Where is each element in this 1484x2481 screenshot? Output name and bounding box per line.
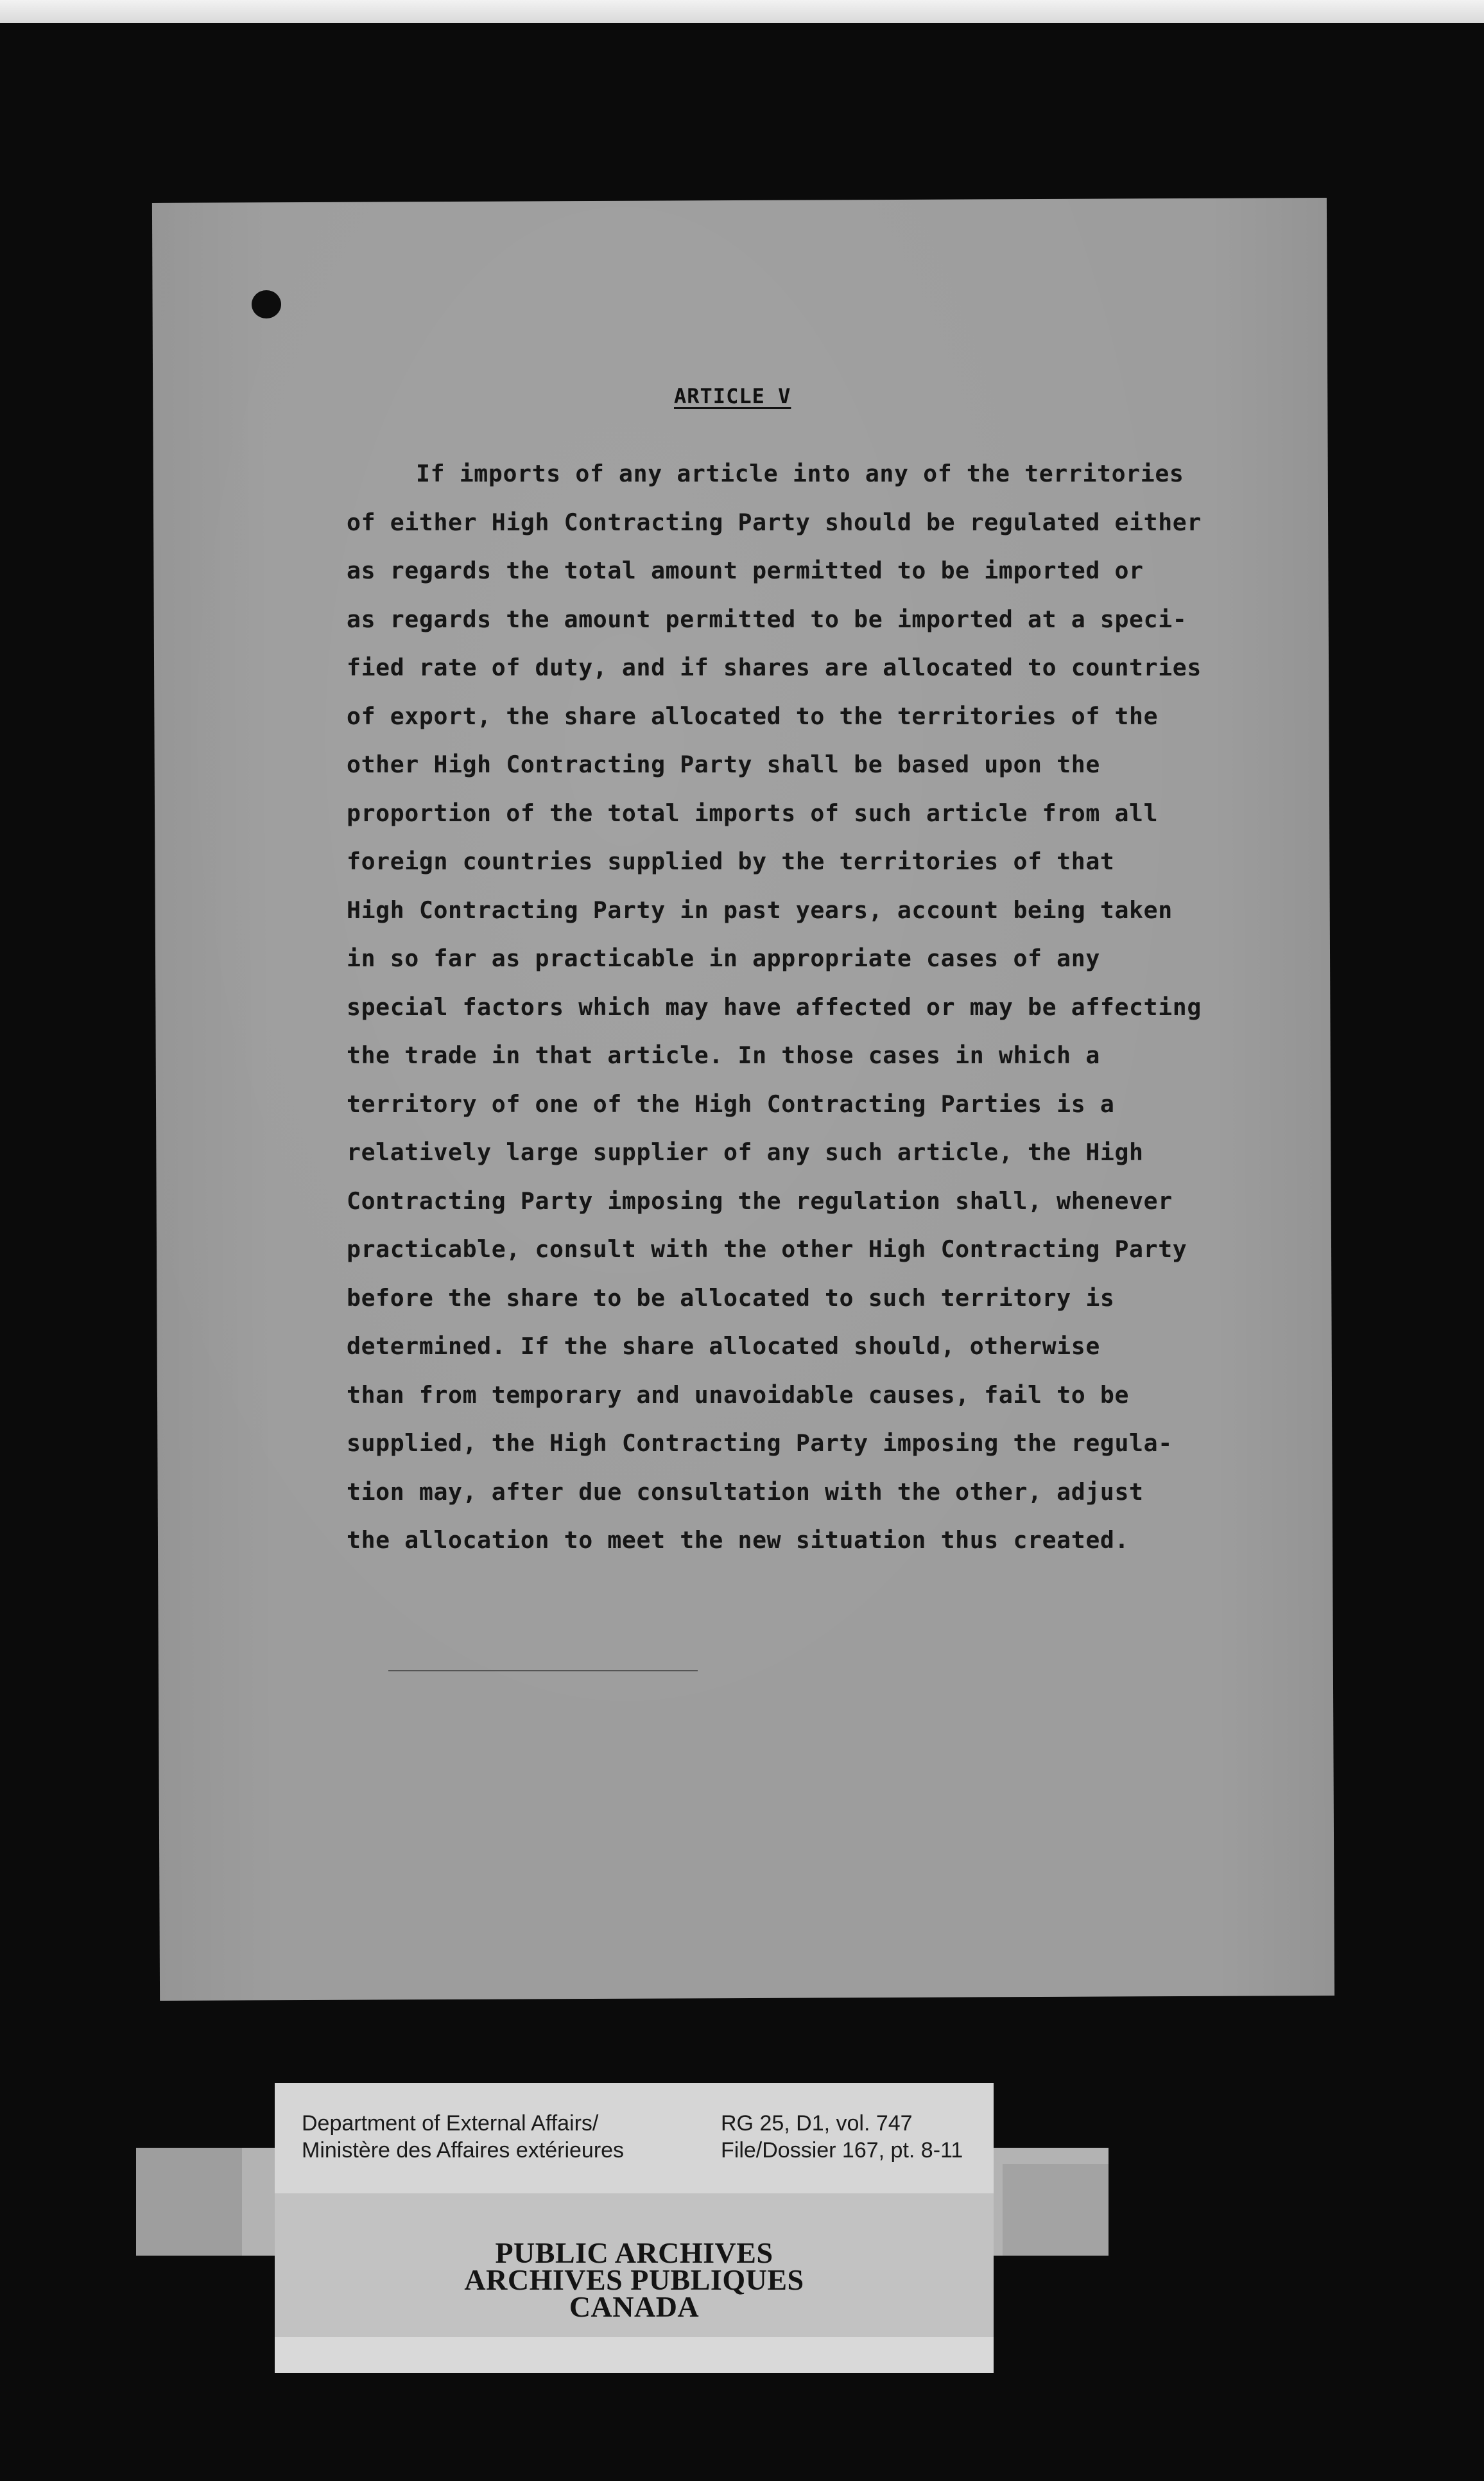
- body-line: territory of one of the High Contracting Parties is a: [347, 1090, 1115, 1118]
- body-line: determined. If the share allocated should, otherwise: [347, 1332, 1100, 1360]
- body-line: other High Contracting Party shall be based upon the: [347, 751, 1100, 778]
- body-line: in so far as practicable in appropriate cases of any: [347, 945, 1100, 972]
- stamp-line-public-archives: PUBLIC ARCHIVES: [495, 2236, 773, 2269]
- record-group: RG 25, D1, vol. 747: [721, 2111, 913, 2136]
- body-line: than from temporary and unavoidable causes, fail to be: [347, 1380, 1130, 1409]
- punch-hole: [252, 290, 281, 318]
- body-line: tion may, after due consultation with the other, adjust: [347, 1477, 1144, 1506]
- body-line: supplied, the High Contracting Party imposing the regula-: [347, 1429, 1173, 1457]
- department-en: Department of External Affairs/: [302, 2111, 599, 2136]
- department-block: [302, 2110, 624, 2164]
- stamp-line-canada: CANADA: [569, 2290, 700, 2323]
- body-line: If imports of any article into any of the territories: [416, 460, 1184, 487]
- stamp-tab-left: [136, 2148, 242, 2256]
- department-fr: Ministère des Affaires extérieures: [302, 2138, 625, 2163]
- reference-block: [721, 2110, 963, 2164]
- body-line: foreign countries supplied by the territories of that: [347, 848, 1115, 875]
- body-line: as regards the total amount permitted to be imported or: [347, 557, 1144, 584]
- article-title: ARTICLE V: [674, 384, 791, 408]
- article-body: [347, 449, 1232, 1565]
- archive-reference-label: [275, 2083, 994, 2193]
- file-reference: File/Dossier 167, pt. 8-11: [721, 2138, 963, 2163]
- body-line: Contracting Party imposing the regulation shall, whenever: [347, 1187, 1173, 1215]
- body-line: fied rate of duty, and if shares are allocated to countries: [347, 654, 1202, 681]
- stamp-line-archives-publiques: ARCHIVES PUBLIQUES: [464, 2263, 804, 2296]
- signature-rule: [388, 1670, 698, 1671]
- stamp-bottom-strip: [275, 2337, 994, 2373]
- body-line: relatively large supplier of any such article, the High: [347, 1138, 1144, 1166]
- body-line: the allocation to meet the new situation thus created.: [347, 1526, 1130, 1554]
- body-line: High Contracting Party in past years, account being taken: [347, 896, 1173, 924]
- body-line: practicable, consult with the other High Contracting Party: [347, 1235, 1187, 1263]
- body-line: special factors which may have affected or may be affecting: [347, 993, 1202, 1021]
- body-line: as regards the amount permitted to be imported at a speci-: [347, 605, 1187, 633]
- body-line: of export, the share allocated to the territories of the: [347, 702, 1159, 730]
- body-line: before the share to be allocated to such territory is: [347, 1284, 1115, 1312]
- film-edge: [0, 0, 1484, 23]
- body-line: proportion of the total imports of such article from all: [347, 799, 1159, 827]
- stamp-tab-right: [1003, 2164, 1109, 2256]
- stamp-text: [275, 2236, 994, 2323]
- body-line: the trade in that article. In those cases in which a: [347, 1041, 1100, 1069]
- body-line: of either High Contracting Party should be regulated either: [347, 508, 1202, 536]
